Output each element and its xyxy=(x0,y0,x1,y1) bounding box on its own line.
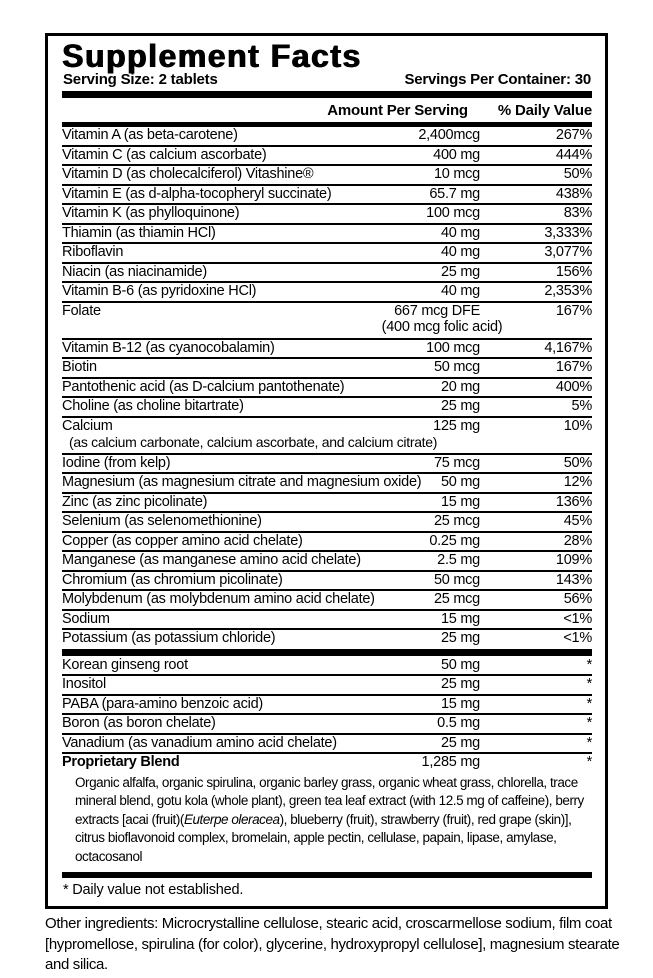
ingredient-name: Choline (as choline bitartrate) xyxy=(62,398,244,414)
table-row-line xyxy=(62,514,592,529)
amount-value: 2.5 mg xyxy=(437,552,480,568)
table-row-line xyxy=(62,573,592,588)
ingredient-name: Biotin xyxy=(62,359,97,375)
ingredient-name: Magnesium (as magnesium citrate and magnesium oxide) xyxy=(62,474,422,490)
amount-subvalue: (400 mcg folic acid) xyxy=(381,319,503,335)
daily-value: 143% xyxy=(555,571,592,588)
blend-description xyxy=(62,772,592,872)
table-row xyxy=(62,696,592,716)
table-row xyxy=(62,283,592,303)
daily-value: 50% xyxy=(563,166,592,182)
table-row-line xyxy=(62,716,592,731)
daily-value: 400% xyxy=(555,378,592,395)
amount-value: 40 mg xyxy=(440,283,480,299)
daily-value: 45% xyxy=(563,513,592,529)
daily-value: 167% xyxy=(555,302,592,319)
table-row xyxy=(62,735,592,755)
amount-value: 40 mg xyxy=(440,244,480,260)
table-row xyxy=(62,715,592,735)
amount-value: 25 mg xyxy=(440,630,480,646)
daily-value: <1% xyxy=(563,630,592,646)
section-divider xyxy=(62,649,592,656)
daily-value: 3,077% xyxy=(544,244,592,260)
daily-value: 4,167% xyxy=(544,339,592,356)
daily-value: * xyxy=(586,715,592,731)
daily-value: * xyxy=(586,754,592,770)
amount-value: 25 mg xyxy=(440,676,480,692)
ingredient-name: Vanadium (as vanadium amino acid chelate) xyxy=(62,734,337,751)
ingredient-name: Vitamin D (as cholecalciferol) Vitashine® xyxy=(62,166,314,182)
amount-value: 20 mg xyxy=(440,378,480,395)
column-header-row xyxy=(62,98,592,122)
table-row xyxy=(62,225,592,245)
ingredient-name: Vitamin A (as beta-carotene) xyxy=(62,127,238,143)
table-row-line xyxy=(62,226,592,241)
amount-value: 125 mg xyxy=(433,417,480,434)
daily-value: * xyxy=(586,734,592,751)
table-row-line xyxy=(62,284,592,299)
amount-value: 50 mg xyxy=(440,474,480,490)
table-row xyxy=(62,264,592,284)
amount-value: 40 mg xyxy=(440,224,480,241)
amount-value: 1,285 mg xyxy=(421,754,480,770)
amount-value: 25 mg xyxy=(440,263,480,280)
amount-value: 25 mg xyxy=(440,398,480,414)
table-row-line xyxy=(62,265,592,280)
other-ingredients-text: Other ingredients: Microcrystalline cellulose, stearic acid, croscarmellose sodium, film coat [hypromellose, spirulina (for color), glycerine, hydroxypropyl cellulose], magnesium stearate and silica. xyxy=(45,915,620,973)
daily-value: * xyxy=(586,695,592,712)
table-row xyxy=(62,186,592,206)
table-row xyxy=(62,533,592,553)
table-row-line xyxy=(62,419,592,434)
table-row-line xyxy=(62,187,592,202)
blend-description-latin-name: Euterpe oleracea xyxy=(183,811,280,827)
ingredient-name: Vitamin C (as calcium ascorbate) xyxy=(62,146,267,163)
amount-value: 15 mg xyxy=(440,610,480,627)
daily-value: * xyxy=(586,656,592,673)
daily-value: 56% xyxy=(563,591,592,607)
daily-value: 136% xyxy=(555,493,592,510)
ingredient-name: Pantothenic acid (as D-calcium pantothenate) xyxy=(62,378,345,395)
amount-value: 50 mcg xyxy=(433,571,480,588)
amount-value: 100 mcg xyxy=(426,339,480,356)
daily-value: 109% xyxy=(555,552,592,568)
table-row xyxy=(62,676,592,696)
daily-value: 83% xyxy=(563,205,592,221)
table-row-line xyxy=(62,360,592,375)
daily-value: * xyxy=(586,676,592,692)
table-row xyxy=(62,398,592,418)
amount-value: 25 mcg xyxy=(433,513,480,529)
table-row xyxy=(62,418,592,455)
table-row xyxy=(62,455,592,475)
serving-info-row xyxy=(62,71,592,91)
amount-value: 0.5 mg xyxy=(437,715,480,731)
table-row xyxy=(62,591,592,611)
table-row-line xyxy=(62,380,592,395)
table-row-line xyxy=(62,612,592,627)
ingredient-name: Vitamin K (as phylloquinone) xyxy=(62,205,240,221)
facts-rows xyxy=(62,127,592,772)
table-row-line xyxy=(62,553,592,568)
amount-value: 50 mcg xyxy=(433,359,480,375)
table-row-line xyxy=(62,399,592,414)
table-row-line xyxy=(62,755,592,770)
table-row-line xyxy=(62,677,592,692)
ingredient-subname: (as calcium carbonate, calcium ascorbate, and calcium citrate) xyxy=(69,434,438,450)
ingredient-name: Thiamin (as thiamin HCl) xyxy=(62,224,216,241)
daily-value-footnote: * Daily value not established. xyxy=(63,882,244,898)
ingredient-name: Korean ginseng root xyxy=(62,656,188,673)
table-row xyxy=(62,513,592,533)
table-row-line xyxy=(62,534,592,549)
amount-value: 65.7 mg xyxy=(429,185,480,202)
ingredient-name: Niacin (as niacinamide) xyxy=(62,263,207,280)
daily-value: 12% xyxy=(563,474,592,490)
table-row-line xyxy=(62,341,592,356)
table-row-line xyxy=(62,736,592,751)
amount-subvalue-line xyxy=(62,319,592,337)
table-row xyxy=(62,657,592,677)
table-row-line xyxy=(62,658,592,673)
serving-size-text: Serving Size: 2 tablets xyxy=(63,71,218,88)
amount-value: 15 mg xyxy=(440,493,480,510)
amount-value: 0.25 mg xyxy=(429,532,480,549)
table-row xyxy=(62,127,592,147)
ingredient-name: Vitamin E (as d-alpha-tocopheryl succinate) xyxy=(62,185,332,202)
table-row-line xyxy=(62,495,592,510)
ingredient-name: Molybdenum (as molybdenum amino acid chelate) xyxy=(62,591,375,607)
daily-value: 438% xyxy=(555,185,592,202)
blend-description-text: Organic alfalfa, organic spirulina, organic barley grass, organic wheat grass, chlorella, trace mineral blend, gotu kola (whole plant), green tea leaf extract (with 12.5 mg of caffeine), berry extracts [acai (fruit)( xyxy=(75,774,584,827)
daily-value: 28% xyxy=(563,532,592,549)
amount-value: 400 mg xyxy=(433,146,480,163)
daily-value: 167% xyxy=(555,359,592,375)
table-row-line xyxy=(62,128,592,143)
column-header-amount: Amount Per Serving xyxy=(327,102,468,119)
table-row xyxy=(62,147,592,167)
amount-value: 2,400mcg xyxy=(418,127,480,143)
daily-value: 50% xyxy=(563,454,592,471)
servings-per-container-text: Servings Per Container: 30 xyxy=(404,71,591,88)
ingredient-name: Vitamin B-6 (as pyridoxine HCl) xyxy=(62,283,257,299)
daily-value: 267% xyxy=(555,127,592,143)
ingredient-name: Calcium xyxy=(62,417,113,434)
ingredient-name: Potassium (as potassium chloride) xyxy=(62,630,276,646)
table-row xyxy=(62,303,592,340)
column-header-daily-value: % Daily Value xyxy=(497,102,592,119)
table-row xyxy=(62,359,592,379)
table-row xyxy=(62,474,592,494)
table-row-line xyxy=(62,475,592,490)
daily-value: 2,353% xyxy=(544,283,592,299)
amount-value: 100 mcg xyxy=(426,205,480,221)
table-row-line xyxy=(62,245,592,260)
table-row xyxy=(62,166,592,186)
amount-value: 667 mcg DFE xyxy=(394,302,480,319)
ingredient-name: Zinc (as zinc picolinate) xyxy=(62,493,208,510)
table-row xyxy=(62,244,592,264)
table-row xyxy=(62,754,592,772)
ingredient-name: Riboflavin xyxy=(62,244,124,260)
table-row xyxy=(62,611,592,631)
amount-value: 10 mcg xyxy=(433,166,480,182)
amount-value: 25 mg xyxy=(440,734,480,751)
table-row xyxy=(62,340,592,360)
ingredient-name: Sodium xyxy=(62,610,110,627)
table-row-line xyxy=(62,631,592,646)
ingredient-name: Proprietary Blend xyxy=(62,754,180,770)
ingredient-name: Selenium (as selenomethionine) xyxy=(62,513,262,529)
header-divider-thick xyxy=(62,91,592,98)
daily-value: <1% xyxy=(563,610,592,627)
table-row xyxy=(62,494,592,514)
panel-title: Supplement Facts xyxy=(62,38,362,74)
table-row-line xyxy=(62,697,592,712)
table-row-line xyxy=(62,167,592,182)
table-row-line xyxy=(62,206,592,221)
table-row xyxy=(62,572,592,592)
ingredient-name: Vitamin B-12 (as cyanocobalamin) xyxy=(62,339,275,356)
ingredient-name: Boron (as boron chelate) xyxy=(62,715,216,731)
daily-value: 156% xyxy=(555,263,592,280)
amount-value: 25 mcg xyxy=(433,591,480,607)
amount-value: 50 mg xyxy=(440,656,480,673)
ingredient-name: Iodine (from kelp) xyxy=(62,454,171,471)
ingredient-name: Chromium (as chromium picolinate) xyxy=(62,571,283,588)
daily-value: 5% xyxy=(571,398,592,414)
ingredient-name: Manganese (as manganese amino acid chelate) xyxy=(62,552,361,568)
ingredient-name: Folate xyxy=(62,302,101,319)
table-row-line xyxy=(62,148,592,163)
amount-value: 75 mcg xyxy=(433,454,480,471)
ingredient-name: Copper (as copper amino acid chelate) xyxy=(62,532,303,549)
table-row xyxy=(62,205,592,225)
table-row xyxy=(62,630,592,648)
daily-value: 10% xyxy=(563,417,592,434)
supplement-facts-panel xyxy=(45,33,608,909)
amount-value: 15 mg xyxy=(440,695,480,712)
table-row xyxy=(62,552,592,572)
table-row-line xyxy=(62,304,592,319)
ingredient-name: PABA (para-amino benzoic acid) xyxy=(62,695,263,712)
table-row-line xyxy=(62,456,592,471)
ingredient-name: Inositol xyxy=(62,676,106,692)
blend-description-text-end: ), blueberry (fruit), strawberry (fruit), red grape (skin)], citrus bioflavonoid complex, bromelain, apple pectin, cellulase, papain, lipase, amylase, octacosanol xyxy=(75,811,572,864)
table-row-line xyxy=(62,592,592,607)
daily-value: 3,333% xyxy=(544,224,592,241)
daily-value: 444% xyxy=(555,146,592,163)
table-row xyxy=(62,379,592,399)
